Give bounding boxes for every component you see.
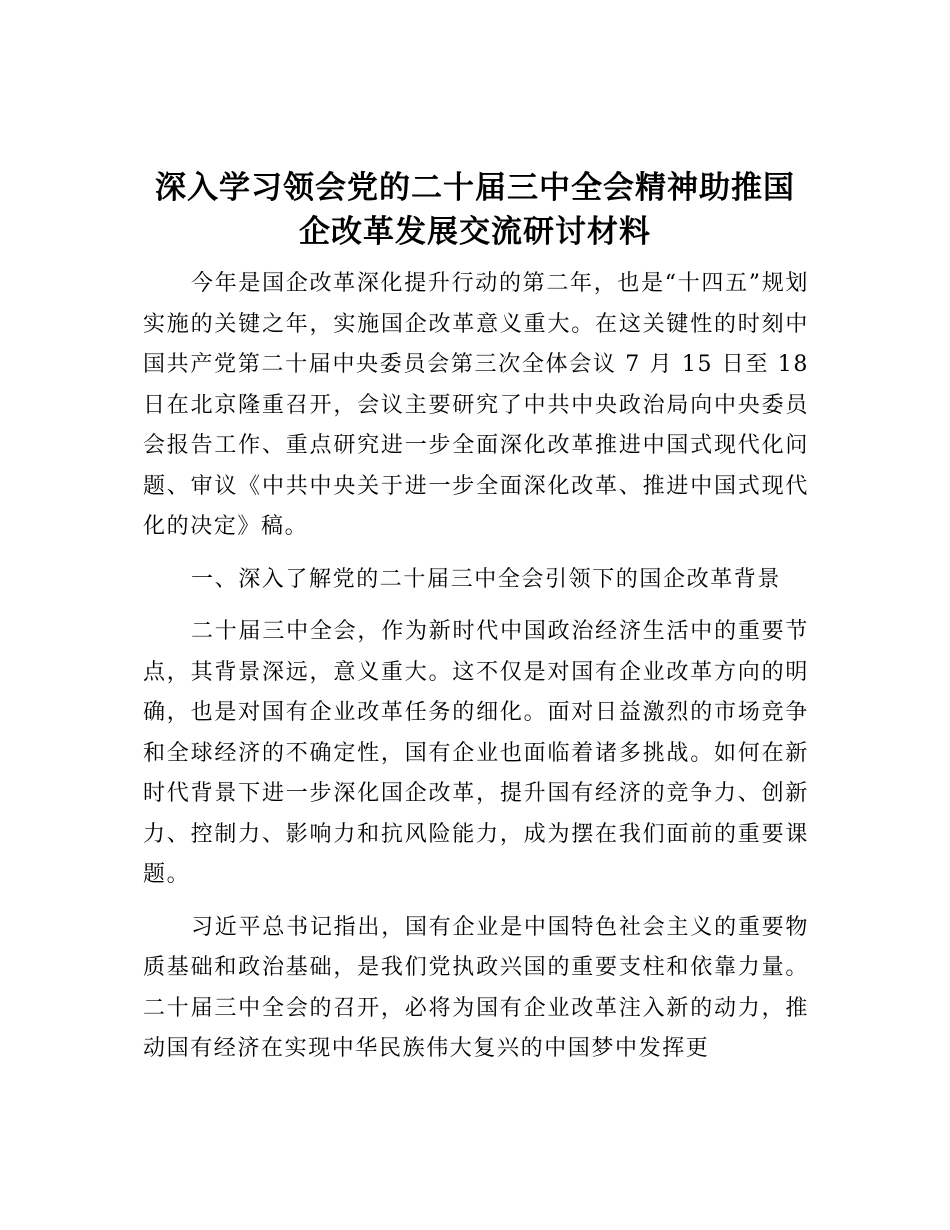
document-body (143, 264, 809, 1070)
title-line-1: 深入学习领会党的二十届三中全会精神助推国 (155, 170, 795, 206)
title-line-2: 企改革发展交流研讨材料 (299, 214, 651, 250)
section-heading-1: 一、深入了解党的二十届三中全会引领下的国企改革背景 (191, 566, 782, 592)
paragraph-intro: 今年是国企改革深化提升行动的第二年，也是“十四五”规划实施的关键之年，实施国企改革意义重大。在这关键性的时刻中国共产党第二十届中央委员会第三次全体会议 7 月 15 日至 18 日在北京隆重召开，会议主要研究了中共中央政治局向中央委员会报告工作、重点研究进一步全面深化改革推进中国式现代化问题、审议《中共中央关于进一步全面深化改革、推进中国式现代化的决定》稿。 (143, 271, 809, 539)
paragraph-background: 二十届三中全会，作为新时代中国政治经济生活中的重要节点，其背景深远，意义重大。这不仅是对国有企业改革方向的明确，也是对国有企业改革任务的细化。面对日益激烈的市场竞争和全球经济的不确定性，国有企业也面临着诸多挑战。如何在新时代背景下进一步深化国企改革，提升国有经济的竞争力、创新力、控制力、影响力和抗风险能力，成为摆在我们面前的重要课题。 (143, 619, 809, 887)
paragraph-xi-quote: 习近平总书记指出，国有企业是中国特色社会主义的重要物质基础和政治基础，是我们党执政兴国的重要支柱和依靠力量。二十届三中全会的召开，必将为国有企业改革注入新的动力，推动国有经济在实现中华民族伟大复兴的中国梦中发挥更 (143, 914, 809, 1061)
document-title (130, 166, 820, 254)
